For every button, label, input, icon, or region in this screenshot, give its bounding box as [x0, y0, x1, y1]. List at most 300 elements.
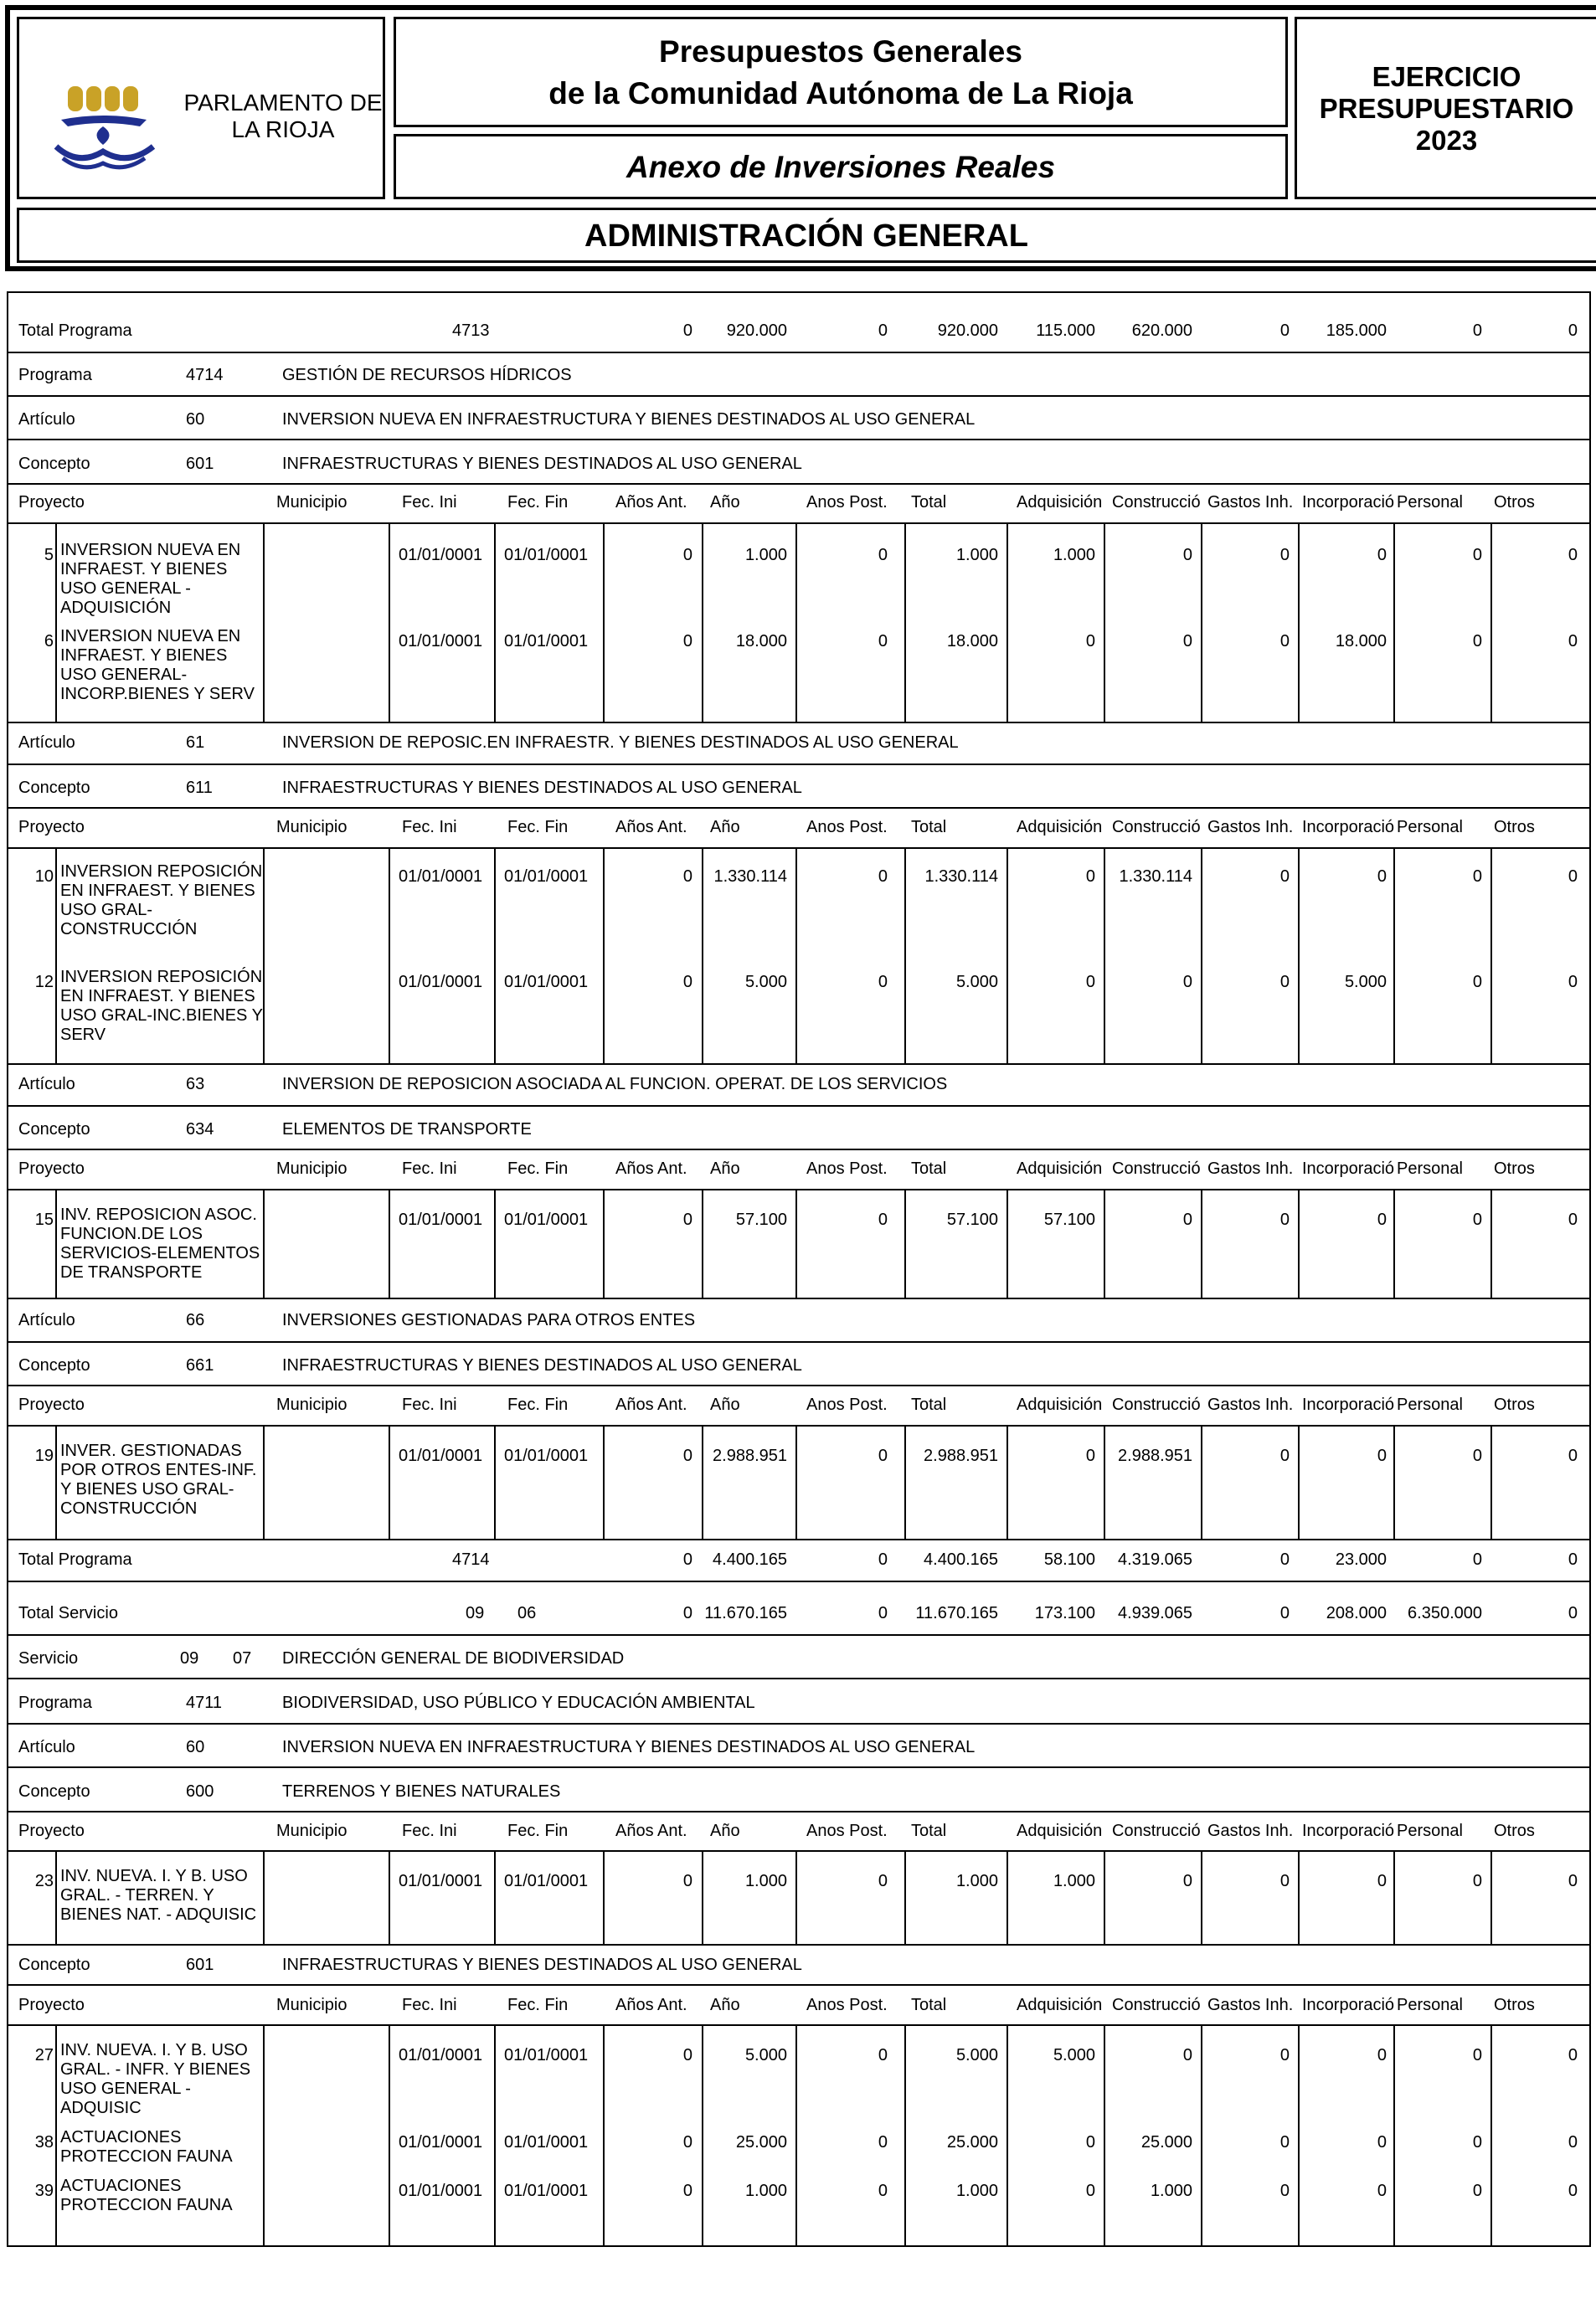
project-value: 0 — [1279, 1872, 1290, 1890]
row-divider — [8, 1425, 1591, 1427]
total-value: 4.939.065 — [1118, 1604, 1192, 1622]
column-divider — [1201, 847, 1202, 1063]
project-value: 57.100 — [946, 1211, 998, 1229]
project-value: 0 — [878, 973, 888, 991]
project-value: 57.100 — [1043, 1211, 1095, 1229]
row-divider — [8, 1634, 1591, 1636]
column-header: Total — [911, 1159, 947, 1178]
project-value: 0 — [682, 867, 692, 886]
total-value: 58.100 — [1043, 1550, 1095, 1569]
project-value: 57.100 — [735, 1211, 787, 1229]
project-end-date: 01/01/0001 — [504, 1211, 589, 1229]
project-value: 0 — [1279, 546, 1290, 564]
column-header: Gastos Inh. — [1207, 1822, 1294, 1840]
total-value: 920.000 — [726, 321, 787, 340]
column-header: Construcció — [1112, 1396, 1201, 1414]
row-name: INVERSION NUEVA EN INFRAESTRUCTURA Y BIENES DESTINADOS AL USO GENERAL — [282, 1738, 976, 1756]
project-value: 0 — [1568, 2133, 1578, 2152]
row-label: Programa — [18, 366, 92, 384]
total-code: 4714 — [452, 1550, 490, 1569]
project-end-date: 01/01/0001 — [504, 1447, 589, 1465]
column-divider — [389, 2024, 390, 2245]
project-value: 0 — [1377, 867, 1387, 886]
column-divider — [603, 847, 605, 1063]
column-header: Personal — [1397, 1996, 1463, 2014]
project-value: 5.000 — [955, 2046, 998, 2064]
column-divider — [1007, 522, 1008, 722]
total-value: 0 — [1279, 1550, 1290, 1569]
project-value: 0 — [682, 1872, 692, 1890]
row-label: Concepto — [18, 1956, 90, 1974]
column-divider — [55, 1189, 57, 1298]
column-header: Personal — [1397, 1822, 1463, 1840]
column-header: Anos Post. — [806, 493, 888, 512]
column-divider — [702, 2024, 703, 2245]
project-value: 0 — [682, 546, 692, 564]
row-name: INFRAESTRUCTURAS Y BIENES DESTINADOS AL USO GENERAL — [282, 1356, 802, 1375]
project-value: 0 — [1472, 1447, 1482, 1465]
row-divider — [8, 483, 1591, 485]
project-value: 1.000 — [744, 2182, 787, 2200]
total-value: 4.400.165 — [924, 1550, 998, 1569]
project-value: 5.000 — [955, 973, 998, 991]
row-label: Concepto — [18, 1120, 90, 1139]
column-divider — [1104, 1189, 1105, 1298]
column-divider — [1393, 847, 1395, 1063]
column-header: Otros — [1494, 1996, 1535, 2014]
column-header: Incorporació — [1302, 818, 1395, 836]
column-divider — [1298, 2024, 1300, 2245]
column-divider — [1490, 1850, 1492, 1944]
project-value: 0 — [1472, 1211, 1482, 1229]
project-value: 1.000 — [955, 2182, 998, 2200]
total-value: 0 — [1472, 321, 1482, 340]
year-label-2: PRESUPUESTARIO — [1319, 93, 1574, 124]
column-divider — [795, 2024, 797, 2245]
column-divider — [1393, 1189, 1395, 1298]
project-value: 0 — [1377, 2182, 1387, 2200]
project-value: 0 — [1182, 632, 1192, 650]
project-start-date: 01/01/0001 — [399, 2182, 483, 2200]
project-description: ACTUACIONES PROTECCION FAUNA — [60, 2177, 233, 2214]
total-value: 4.319.065 — [1118, 1550, 1192, 1569]
total-value: 115.000 — [1036, 321, 1095, 340]
row-divider — [8, 1811, 1591, 1812]
project-value: 0 — [1279, 632, 1290, 650]
total-label: Total Servicio — [18, 1604, 118, 1622]
column-header: Año — [710, 1996, 740, 2014]
total-value: 0 — [878, 1550, 888, 1569]
row-divider — [8, 1723, 1591, 1725]
column-header: Anos Post. — [806, 1396, 888, 1414]
row-code: 601 — [186, 455, 214, 473]
column-divider — [1393, 1850, 1395, 1944]
year-box — [1295, 17, 1596, 199]
row-name: INVERSION DE REPOSIC.EN INFRAESTR. Y BIENES DESTINADOS AL USO GENERAL — [282, 733, 959, 752]
column-header: Año — [710, 1159, 740, 1178]
project-end-date: 01/01/0001 — [504, 867, 589, 886]
column-divider — [494, 2024, 496, 2245]
column-header: Incorporació — [1302, 1822, 1395, 1840]
column-divider — [603, 2024, 605, 2245]
column-divider — [494, 847, 496, 1063]
column-header: Fec. Ini — [402, 493, 457, 512]
column-divider — [603, 1425, 605, 1539]
year-value: 2023 — [1415, 125, 1478, 156]
row-divider — [8, 1105, 1591, 1107]
column-divider — [1490, 2024, 1492, 2245]
row-divider — [8, 1539, 1591, 1540]
column-divider — [603, 1850, 605, 1944]
column-header: Adquisición — [1017, 818, 1103, 836]
column-header: Proyecto — [18, 818, 85, 836]
total-value: 11.670.165 — [704, 1604, 787, 1622]
project-value: 0 — [682, 1447, 692, 1465]
column-header: Construcció — [1112, 818, 1201, 836]
column-header: Construcció — [1112, 1996, 1201, 2014]
project-value: 18.000 — [735, 632, 787, 650]
project-value: 0 — [1279, 867, 1290, 886]
row-divider — [8, 1678, 1591, 1679]
project-end-date: 01/01/0001 — [504, 632, 589, 650]
column-divider — [795, 522, 797, 722]
project-value: 0 — [1085, 973, 1095, 991]
project-value: 0 — [1182, 1872, 1192, 1890]
row-divider — [8, 352, 1591, 353]
column-divider — [1201, 522, 1202, 722]
column-divider — [55, 1850, 57, 1944]
project-number: 39 — [34, 2182, 54, 2200]
row-name: INFRAESTRUCTURAS Y BIENES DESTINADOS AL USO GENERAL — [282, 779, 802, 797]
column-header: Fec. Fin — [507, 1822, 569, 1840]
column-divider — [494, 1425, 496, 1539]
project-value: 0 — [1568, 1872, 1578, 1890]
project-description: INVERSION NUEVA EN INFRAEST. Y BIENES USO GENERAL -ADQUISICIÓN — [60, 541, 241, 617]
row-divider — [8, 2024, 1591, 2026]
column-header: Fec. Ini — [402, 1396, 457, 1414]
row-code: 661 — [186, 1356, 214, 1375]
project-value: 0 — [1472, 1872, 1482, 1890]
project-start-date: 01/01/0001 — [399, 2046, 483, 2064]
column-header: Fec. Ini — [402, 1822, 457, 1840]
column-header: Gastos Inh. — [1207, 1159, 1294, 1178]
project-value: 0 — [1279, 1211, 1290, 1229]
project-value: 0 — [1377, 1872, 1387, 1890]
year-label-1: EJERCICIO — [1372, 61, 1521, 92]
row-divider — [8, 722, 1591, 723]
row-divider — [8, 395, 1591, 397]
project-value: 0 — [1472, 2133, 1482, 2152]
project-value: 5.000 — [744, 2046, 787, 2064]
column-header: Fec. Fin — [507, 493, 569, 512]
column-divider — [603, 522, 605, 722]
column-header: Proyecto — [18, 1822, 85, 1840]
row-divider — [8, 1850, 1591, 1852]
column-divider — [1007, 847, 1008, 1063]
row-label: Artículo — [18, 1075, 75, 1093]
column-divider — [702, 1425, 703, 1539]
column-divider — [389, 1425, 390, 1539]
project-description: INV. REPOSICION ASOC. FUNCION.DE LOS SERVICIOS-ELEMENTOS DE TRANSPORTE — [60, 1206, 260, 1282]
row-code: 611 — [186, 779, 213, 797]
column-divider — [1490, 522, 1492, 722]
column-header: Anos Post. — [806, 818, 888, 836]
column-divider — [1490, 1425, 1492, 1539]
project-value: 18.000 — [1335, 632, 1387, 650]
column-header: Fec. Fin — [507, 1159, 569, 1178]
total-value: 0 — [1568, 1550, 1578, 1569]
project-value: 18.000 — [946, 632, 998, 650]
column-divider — [904, 2024, 906, 2245]
column-header: Fec. Fin — [507, 1396, 569, 1414]
column-header: Total — [911, 1396, 947, 1414]
project-value: 0 — [682, 2046, 692, 2064]
column-header: Personal — [1397, 1396, 1463, 1414]
project-value: 0 — [878, 2133, 888, 2152]
row-name: GESTIÓN DE RECURSOS HÍDRICOS — [282, 366, 572, 384]
project-value: 1.000 — [1053, 546, 1095, 564]
column-divider — [795, 847, 797, 1063]
total-value: 920.000 — [937, 321, 998, 340]
project-end-date: 01/01/0001 — [504, 2046, 589, 2064]
project-value: 0 — [1377, 546, 1387, 564]
project-value: 0 — [878, 867, 888, 886]
project-number: 10 — [34, 867, 54, 886]
column-divider — [702, 522, 703, 722]
project-value: 0 — [1472, 546, 1482, 564]
column-header: Gastos Inh. — [1207, 818, 1294, 836]
row-label: Programa — [18, 1694, 92, 1712]
project-number: 23 — [34, 1872, 54, 1890]
total-value: 0 — [1472, 1550, 1482, 1569]
column-divider — [1201, 2024, 1202, 2245]
project-description: INVERSION REPOSICIÓN EN INFRAEST. Y BIENES USO GRAL-CONSTRUCCIÓN — [60, 862, 263, 938]
column-header: Municipio — [276, 1159, 348, 1178]
project-value: 1.330.114 — [713, 867, 787, 886]
column-divider — [389, 847, 390, 1063]
row-divider — [8, 1385, 1591, 1386]
column-divider — [1007, 1189, 1008, 1298]
column-header: Años Ant. — [615, 493, 687, 512]
column-divider — [1007, 1850, 1008, 1944]
column-divider — [795, 1425, 797, 1539]
column-divider — [1104, 847, 1105, 1063]
project-start-date: 01/01/0001 — [399, 1211, 483, 1229]
project-value: 0 — [1568, 1447, 1578, 1465]
row-label: Servicio — [18, 1649, 79, 1668]
total-code: 09 — [466, 1604, 485, 1622]
column-header: Incorporació — [1302, 493, 1395, 512]
row-divider — [8, 1944, 1591, 1946]
column-divider — [904, 1850, 906, 1944]
project-description: INV. NUEVA. I. Y B. USO GRAL. - TERREN. Y BIENES NAT. - ADQUISIC — [60, 1867, 257, 1924]
column-header: Anos Post. — [806, 1159, 888, 1178]
column-divider — [389, 522, 390, 722]
column-divider — [1490, 847, 1492, 1063]
project-value: 0 — [1568, 546, 1578, 564]
row-name: INFRAESTRUCTURAS Y BIENES DESTINADOS AL USO GENERAL — [282, 1956, 802, 1974]
column-header: Fec. Ini — [402, 818, 457, 836]
project-value: 0 — [1182, 973, 1192, 991]
column-header: Otros — [1494, 493, 1535, 512]
title-line-1: Presupuestos Generales — [659, 34, 1022, 69]
row-divider — [8, 847, 1591, 849]
project-number: 27 — [34, 2046, 54, 2064]
project-start-date: 01/01/0001 — [399, 2133, 483, 2152]
column-header: Años Ant. — [615, 1822, 687, 1840]
row-label: Artículo — [18, 1738, 75, 1756]
row-code: 07 — [233, 1649, 252, 1668]
column-header: Fec. Fin — [507, 818, 569, 836]
project-value: 0 — [878, 1211, 888, 1229]
column-divider — [1393, 522, 1395, 722]
row-divider — [8, 1984, 1591, 1986]
column-divider — [494, 522, 496, 722]
row-code: 66 — [186, 1311, 205, 1329]
column-divider — [389, 1189, 390, 1298]
project-start-date: 01/01/0001 — [399, 1872, 483, 1890]
project-value: 0 — [878, 546, 888, 564]
column-header: Años Ant. — [615, 1159, 687, 1178]
column-header: Gastos Inh. — [1207, 1996, 1294, 2014]
project-value: 2.988.951 — [924, 1447, 998, 1465]
column-divider — [1007, 2024, 1008, 2245]
row-code: 61 — [186, 733, 205, 752]
row-code: 63 — [186, 1075, 205, 1093]
column-header: Años Ant. — [615, 1996, 687, 2014]
column-divider — [795, 1189, 797, 1298]
logo-box — [17, 17, 385, 199]
column-divider — [1201, 1189, 1202, 1298]
total-value: 173.100 — [1034, 1604, 1095, 1622]
row-label: Artículo — [18, 1311, 75, 1329]
column-divider — [1298, 1189, 1300, 1298]
column-divider — [702, 1850, 703, 1944]
column-divider — [494, 1850, 496, 1944]
column-divider — [55, 522, 57, 722]
column-header: Total — [911, 1996, 947, 2014]
row-divider — [8, 1341, 1591, 1343]
parliament-name: PARLAMENTO DE LA RIOJA — [183, 90, 383, 142]
project-description: INVERSION NUEVA EN INFRAEST. Y BIENES USO GENERAL-INCORP.BIENES Y SERV — [60, 627, 255, 703]
row-label: Concepto — [18, 455, 90, 473]
annex-title: Anexo de Inversiones Reales — [626, 150, 1056, 184]
project-number: 6 — [44, 632, 54, 650]
project-value: 0 — [1568, 632, 1578, 650]
project-value: 0 — [1377, 1211, 1387, 1229]
total-value: 11.670.165 — [915, 1604, 998, 1622]
project-start-date: 01/01/0001 — [399, 632, 483, 650]
project-description: ACTUACIONES PROTECCION FAUNA — [60, 2128, 233, 2166]
column-divider — [904, 1189, 906, 1298]
column-divider — [1393, 2024, 1395, 2245]
column-header: Proyecto — [18, 1396, 85, 1414]
column-divider — [702, 847, 703, 1063]
project-value: 0 — [878, 1872, 888, 1890]
project-value: 0 — [682, 2133, 692, 2152]
total-value: 0 — [682, 1550, 692, 1569]
project-value: 1.000 — [744, 1872, 787, 1890]
column-divider — [1298, 1850, 1300, 1944]
column-header: Construcció — [1112, 1159, 1201, 1178]
row-label: Artículo — [18, 410, 75, 429]
project-value: 0 — [1182, 2046, 1192, 2064]
project-number: 19 — [34, 1447, 54, 1465]
row-divider — [8, 1063, 1591, 1065]
project-end-date: 01/01/0001 — [504, 973, 589, 991]
total-value: 4.400.165 — [713, 1550, 787, 1569]
column-header: Año — [710, 1396, 740, 1414]
column-header: Total — [911, 1822, 947, 1840]
project-value: 0 — [1085, 2182, 1095, 2200]
column-header: Años Ant. — [615, 818, 687, 836]
project-value: 0 — [878, 632, 888, 650]
project-value: 25.000 — [946, 2133, 998, 2152]
total-value: 0 — [1568, 321, 1578, 340]
row-name: INFRAESTRUCTURAS Y BIENES DESTINADOS AL USO GENERAL — [282, 455, 802, 473]
project-number: 38 — [34, 2133, 54, 2152]
column-header: Construcció — [1112, 1822, 1201, 1840]
project-value: 0 — [1568, 2182, 1578, 2200]
project-value: 0 — [1472, 2046, 1482, 2064]
column-header: Incorporació — [1302, 1996, 1395, 2014]
project-end-date: 01/01/0001 — [504, 2182, 589, 2200]
column-header: Personal — [1397, 1159, 1463, 1178]
project-description: INV. NUEVA. I. Y B. USO GRAL. - INFR. Y BIENES USO GENERAL - ADQUISIC — [60, 2041, 251, 2117]
column-header: Incorporació — [1302, 1396, 1395, 1414]
project-value: 0 — [1085, 867, 1095, 886]
total-value: 0 — [1279, 1604, 1290, 1622]
row-label: Concepto — [18, 779, 90, 797]
row-name: INVERSIONES GESTIONADAS PARA OTROS ENTES — [282, 1311, 696, 1329]
row-code: 600 — [186, 1782, 214, 1801]
section-title: ADMINISTRACIÓN GENERAL — [584, 219, 1028, 254]
column-header: Gastos Inh. — [1207, 493, 1294, 512]
row-name: ELEMENTOS DE TRANSPORTE — [282, 1120, 532, 1139]
row-code: 4711 — [186, 1694, 223, 1712]
total-code: 06 — [517, 1604, 537, 1622]
total-label: Total Programa — [18, 1550, 132, 1569]
project-end-date: 01/01/0001 — [504, 1872, 589, 1890]
row-divider — [8, 1149, 1591, 1150]
column-divider — [904, 1425, 906, 1539]
total-value: 0 — [878, 321, 888, 340]
row-code: 60 — [186, 410, 205, 429]
column-header: Adquisición — [1017, 1996, 1103, 2014]
project-number: 5 — [44, 546, 54, 564]
row-divider — [8, 439, 1591, 440]
row-code: 60 — [186, 1738, 205, 1756]
project-start-date: 01/01/0001 — [399, 867, 483, 886]
project-value: 0 — [1472, 867, 1482, 886]
project-value: 0 — [1472, 973, 1482, 991]
row-name: INVERSION NUEVA EN INFRAESTRUCTURA Y BIENES DESTINADOS AL USO GENERAL — [282, 410, 976, 429]
column-divider — [1104, 1850, 1105, 1944]
project-start-date: 01/01/0001 — [399, 1447, 483, 1465]
project-value: 2.988.951 — [713, 1447, 787, 1465]
column-header: Total — [911, 493, 947, 512]
total-value: 185.000 — [1326, 321, 1387, 340]
total-label: Total Programa — [18, 321, 132, 340]
column-header: Construcció — [1112, 493, 1201, 512]
row-divider — [8, 1581, 1591, 1582]
section-box — [17, 208, 1596, 263]
column-header: Municipio — [276, 1996, 348, 2014]
project-description: INVER. GESTIONADAS POR OTROS ENTES-INF. Y BIENES USO GRAL-CONSTRUCCIÓN — [60, 1442, 257, 1518]
project-start-date: 01/01/0001 — [399, 973, 483, 991]
column-divider — [389, 1850, 390, 1944]
row-name: TERRENOS Y BIENES NATURALES — [282, 1782, 561, 1801]
